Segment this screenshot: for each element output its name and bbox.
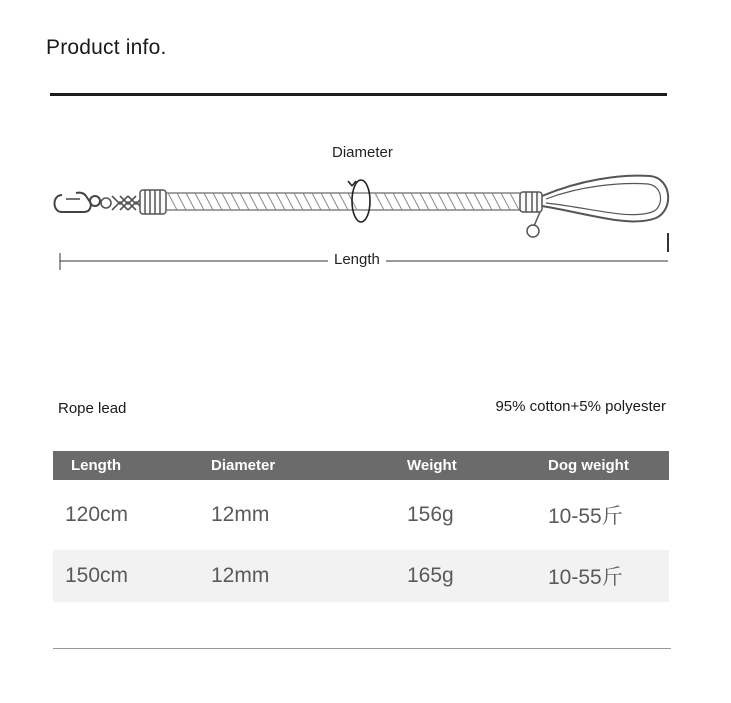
rope-twist-stroke xyxy=(393,193,402,210)
rope-twist-stroke xyxy=(303,193,312,210)
rope-twist-stroke xyxy=(339,193,348,210)
rope-twist-stroke xyxy=(510,193,519,210)
rope-twist-stroke xyxy=(231,193,240,210)
table-row xyxy=(53,489,669,541)
rope-twist-stroke xyxy=(456,193,465,210)
rope-twist-stroke xyxy=(492,193,501,210)
rope-twist-stroke xyxy=(474,193,483,210)
cell-diameter: 12mm xyxy=(211,564,270,587)
rope-twist-stroke xyxy=(204,193,213,210)
cell-weight: 165g xyxy=(407,564,454,587)
rope-twist-stroke xyxy=(420,193,429,210)
rope-twist-stroke xyxy=(438,193,447,210)
braid-section xyxy=(101,196,144,210)
cell-diameter: 12mm xyxy=(211,503,270,526)
cell-dog-weight: 10-55斤 xyxy=(548,505,623,528)
rope-twist-stroke xyxy=(276,193,285,210)
rope-twist-stroke xyxy=(249,193,258,210)
rope-twist-lines xyxy=(168,193,519,210)
title-divider xyxy=(50,93,667,96)
rope-twist-stroke xyxy=(240,193,249,210)
rope-twist-stroke xyxy=(294,193,303,210)
rope-twist-stroke xyxy=(312,193,321,210)
end-collar xyxy=(520,192,542,212)
rope-twist-stroke xyxy=(177,193,186,210)
rope-twist-stroke xyxy=(213,193,222,210)
rope-twist-stroke xyxy=(186,193,195,210)
rope-twist-stroke xyxy=(168,193,177,210)
cell-weight: 156g xyxy=(407,503,454,526)
rope-twist-stroke xyxy=(258,193,267,210)
rotation-arrow-icon xyxy=(348,180,370,222)
rope-twist-stroke xyxy=(285,193,294,210)
rope-twist-stroke xyxy=(330,193,339,210)
rope-twist-stroke xyxy=(447,193,456,210)
rope-twist-stroke xyxy=(483,193,492,210)
clasp-hook-icon xyxy=(55,193,101,212)
rope-twist-stroke xyxy=(411,193,420,210)
rope-twist-stroke xyxy=(222,193,231,210)
rope-twist-stroke xyxy=(429,193,438,210)
material-composition: 95% cotton+5% polyester xyxy=(495,398,666,415)
page-title: Product info. xyxy=(46,36,167,59)
bottom-divider xyxy=(53,648,671,649)
handle-loop xyxy=(542,176,668,222)
rope-twist-stroke xyxy=(375,193,384,210)
header-diameter: Diameter xyxy=(211,457,276,474)
rope-twist-stroke xyxy=(465,193,474,210)
cell-length: 150cm xyxy=(65,564,129,587)
product-name: Rope lead xyxy=(58,400,127,417)
rope-twist-stroke xyxy=(321,193,330,210)
length-label: Length xyxy=(328,251,386,268)
table-row xyxy=(53,550,669,602)
wrap-collar xyxy=(140,190,166,214)
header-length: Length xyxy=(71,457,121,474)
rope-twist-stroke xyxy=(267,193,276,210)
spec-table xyxy=(53,451,669,602)
header-dog-weight: Dog weight xyxy=(548,457,629,474)
table-header xyxy=(53,451,669,480)
rope-twist-stroke xyxy=(384,193,393,210)
header-weight: Weight xyxy=(407,457,457,474)
cell-dog-weight: 10-55斤 xyxy=(548,566,623,589)
rope-twist-stroke xyxy=(195,193,204,210)
cell-length: 120cm xyxy=(65,503,129,526)
rope-twist-stroke xyxy=(402,193,411,210)
diameter-label: Diameter xyxy=(332,144,393,161)
tag-charm-icon xyxy=(527,212,540,237)
rope-twist-stroke xyxy=(501,193,510,210)
